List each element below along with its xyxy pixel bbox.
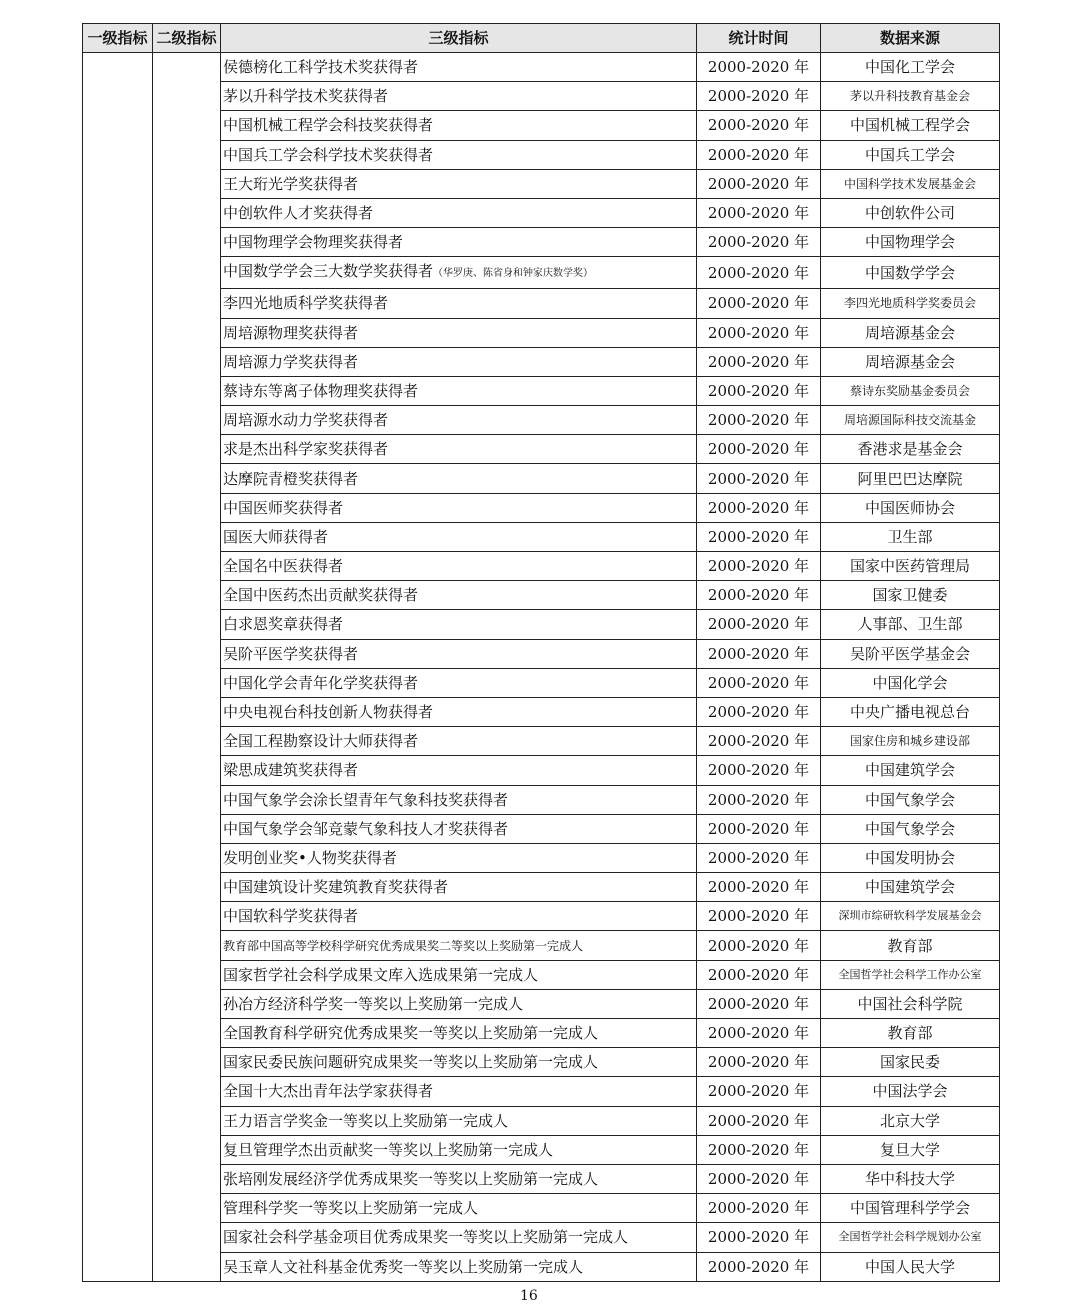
- indicator-cell: [221, 843, 697, 872]
- table-row: [83, 464, 1000, 493]
- indicator-cell: [221, 140, 697, 169]
- source-cell: 茅以升科技教育基金会: [821, 82, 1000, 111]
- period-cell: 2000-2020 年: [697, 581, 821, 610]
- table-row: [83, 1252, 1000, 1281]
- indicator-cell: [221, 785, 697, 814]
- table-row: [83, 1106, 1000, 1135]
- table-row: [83, 785, 1000, 814]
- indicator-cell: [221, 727, 697, 756]
- table-row: [83, 668, 1000, 697]
- header-level2: 二级指标: [153, 24, 221, 53]
- indicator-cell: [221, 228, 697, 257]
- period-cell: 2000-2020 年: [697, 1106, 821, 1135]
- source-cell: 中国社会科学院: [821, 989, 1000, 1018]
- period-cell: 2000-2020 年: [697, 1223, 821, 1252]
- source-cell: 中创软件公司: [821, 198, 1000, 227]
- source-cell: 北京大学: [821, 1106, 1000, 1135]
- period-cell: 2000-2020 年: [697, 1164, 821, 1193]
- source-cell: 全国哲学社会科学规划办公室: [821, 1223, 1000, 1252]
- indicator-cell: [221, 1135, 697, 1164]
- indicator-cell: [221, 464, 697, 493]
- table-row: [83, 82, 1000, 111]
- indicator-cell: [221, 960, 697, 989]
- indicator-cell: [221, 111, 697, 140]
- source-cell: 中国物理学会: [821, 228, 1000, 257]
- indicator-cell: [221, 376, 697, 405]
- indicator-cell: [221, 1252, 697, 1281]
- period-cell: 2000-2020 年: [697, 552, 821, 581]
- indicator-cell: [221, 610, 697, 639]
- table-row: [83, 376, 1000, 405]
- table-row: [83, 1019, 1000, 1048]
- period-cell: 2000-2020 年: [697, 347, 821, 376]
- indicator-text: 王力语言学奖金一等奖以上奖励第一完成人: [223, 1111, 509, 1130]
- indicator-cell: [221, 318, 697, 347]
- indicator-text: 白求恩奖章获得者: [223, 615, 344, 634]
- indicator-text: 国家民委民族问题研究成果奖一等奖以上奖励第一完成人: [223, 1053, 599, 1072]
- table-row: [83, 1135, 1000, 1164]
- source-cell: 华中科技大学: [821, 1164, 1000, 1193]
- period-cell: 2000-2020 年: [697, 1252, 821, 1281]
- indicator-cell: [221, 756, 697, 785]
- period-cell: 2000-2020 年: [697, 228, 821, 257]
- indicator-text: 全国教育科学研究优秀成果奖一等奖以上奖励第一完成人: [223, 1024, 599, 1043]
- indicator-text: 全国中医药杰出贡献奖获得者: [223, 586, 419, 605]
- table-header-row: [83, 24, 1000, 53]
- period-cell: 2000-2020 年: [697, 756, 821, 785]
- period-cell: 2000-2020 年: [697, 435, 821, 464]
- indicator-cell: [221, 1077, 697, 1106]
- source-cell: 中国化工学会: [821, 53, 1000, 82]
- indicator-text: 吴阶平医学奖获得者: [223, 644, 359, 663]
- period-cell: 2000-2020 年: [697, 989, 821, 1018]
- table-row: [83, 53, 1000, 82]
- indicator-text: 梁思成建筑奖获得者: [223, 761, 359, 780]
- source-cell: 人事部、卫生部: [821, 610, 1000, 639]
- indicator-text: 中国兵工学会科学技术奖获得者: [223, 145, 434, 164]
- source-cell: 周培源基金会: [821, 347, 1000, 376]
- indicator-text: 中国化学会青年化学奖获得者: [223, 673, 419, 692]
- period-cell: 2000-2020 年: [697, 727, 821, 756]
- indicator-text: 中国机械工程学会科技奖获得者: [223, 116, 434, 135]
- indicator-text: 吴玉章人文社科基金优秀奖一等奖以上奖励第一完成人: [223, 1257, 584, 1276]
- period-cell: 2000-2020 年: [697, 522, 821, 551]
- indicator-text: 达摩院青橙奖获得者: [223, 469, 359, 488]
- indicator-cell: [221, 931, 697, 960]
- table-row: [83, 1164, 1000, 1193]
- source-cell: 李四光地质科学奖委员会: [821, 289, 1000, 318]
- source-cell: 周培源国际科技交流基金: [821, 406, 1000, 435]
- indicator-cell: [221, 347, 697, 376]
- source-cell: 深圳市综研软科学发展基金会: [821, 902, 1000, 931]
- header-source: 数据来源: [821, 24, 1000, 53]
- source-cell: 阿里巴巴达摩院: [821, 464, 1000, 493]
- period-cell: 2000-2020 年: [697, 140, 821, 169]
- table-row: [83, 843, 1000, 872]
- source-cell: 中国气象学会: [821, 785, 1000, 814]
- table-row: [83, 257, 1000, 289]
- period-cell: 2000-2020 年: [697, 697, 821, 726]
- indicator-text: 孙冶方经济科学奖一等奖以上奖励第一完成人: [223, 994, 524, 1013]
- indicator-text: 张培刚发展经济学优秀成果奖一等奖以上奖励第一完成人: [223, 1170, 599, 1189]
- indicator-cell: [221, 522, 697, 551]
- table-row: [83, 610, 1000, 639]
- table-row: [83, 581, 1000, 610]
- indicator-cell: [221, 873, 697, 902]
- indicator-text: 中国数学学会三大数学奖获得者: [223, 262, 434, 281]
- indicator-text: 全国名中医获得者: [223, 557, 344, 576]
- period-cell: 2000-2020 年: [697, 111, 821, 140]
- source-cell: 中央广播电视总台: [821, 697, 1000, 726]
- indicator-cell: [221, 257, 697, 289]
- indicator-text: 中国建筑设计奖建筑教育奖获得者: [223, 878, 449, 897]
- period-cell: 2000-2020 年: [697, 1019, 821, 1048]
- period-cell: 2000-2020 年: [697, 610, 821, 639]
- period-cell: 2000-2020 年: [697, 873, 821, 902]
- indicator-text: 国家社会科学基金项目优秀成果奖一等奖以上奖励第一完成人: [223, 1228, 629, 1247]
- source-cell: 周培源基金会: [821, 318, 1000, 347]
- source-cell: 中国人民大学: [821, 1252, 1000, 1281]
- table-row: [83, 406, 1000, 435]
- indicator-cell: [221, 289, 697, 318]
- indicator-cell: [221, 82, 697, 111]
- table-row: [83, 639, 1000, 668]
- period-cell: 2000-2020 年: [697, 318, 821, 347]
- header-level1: 一级指标: [83, 24, 153, 53]
- source-cell: 中国医师协会: [821, 493, 1000, 522]
- period-cell: 2000-2020 年: [697, 668, 821, 697]
- source-cell: 中国建筑学会: [821, 756, 1000, 785]
- source-cell: 国家住房和城乡建设部: [821, 727, 1000, 756]
- source-cell: 中国科学技术发展基金会: [821, 169, 1000, 198]
- indicator-text: 中国软科学奖获得者: [223, 907, 359, 926]
- indicator-table: [82, 23, 1000, 1282]
- period-cell: 2000-2020 年: [697, 814, 821, 843]
- indicator-text: 求是杰出科学家奖获得者: [223, 440, 389, 459]
- level2-cell: [153, 53, 221, 1282]
- period-cell: 2000-2020 年: [697, 169, 821, 198]
- table-row: [83, 169, 1000, 198]
- table-row: [83, 552, 1000, 581]
- table-row: [83, 198, 1000, 227]
- source-cell: 中国化学会: [821, 668, 1000, 697]
- indicator-text: 中国物理学会物理奖获得者: [223, 233, 404, 252]
- header-period: 统计时间: [697, 24, 821, 53]
- period-cell: 2000-2020 年: [697, 257, 821, 289]
- indicator-cell: [221, 552, 697, 581]
- table-row: [83, 228, 1000, 257]
- header-level3: 三级指标: [221, 24, 697, 53]
- table-row: [83, 756, 1000, 785]
- period-cell: 2000-2020 年: [697, 902, 821, 931]
- period-cell: 2000-2020 年: [697, 53, 821, 82]
- table-row: [83, 1048, 1000, 1077]
- table-row: [83, 902, 1000, 931]
- source-cell: 全国哲学社会科学工作办公室: [821, 960, 1000, 989]
- table-row: [83, 1223, 1000, 1252]
- indicator-text: 李四光地质科学奖获得者: [223, 294, 389, 313]
- page-number: 16: [520, 1288, 538, 1304]
- indicator-cell: [221, 902, 697, 931]
- period-cell: 2000-2020 年: [697, 82, 821, 111]
- indicator-cell: [221, 169, 697, 198]
- indicator-cell: [221, 1019, 697, 1048]
- source-cell: 中国管理科学学会: [821, 1194, 1000, 1223]
- period-cell: 2000-2020 年: [697, 639, 821, 668]
- indicator-table-container: [82, 23, 999, 1282]
- period-cell: 2000-2020 年: [697, 376, 821, 405]
- indicator-cell: [221, 1223, 697, 1252]
- source-cell: 中国数学学会: [821, 257, 1000, 289]
- period-cell: 2000-2020 年: [697, 1048, 821, 1077]
- source-cell: 国家中医药管理局: [821, 552, 1000, 581]
- indicator-text: 发明创业奖•人物奖获得者: [223, 848, 397, 867]
- indicator-text: 全国工程勘察设计大师获得者: [223, 732, 419, 751]
- period-cell: 2000-2020 年: [697, 931, 821, 960]
- source-cell: 中国兵工学会: [821, 140, 1000, 169]
- indicator-cell: [221, 53, 697, 82]
- indicator-text: 复旦管理学杰出贡献奖一等奖以上奖励第一完成人: [223, 1140, 554, 1159]
- indicator-text: 中国气象学会邹竞蒙气象科技人才奖获得者: [223, 819, 509, 838]
- table-row: [83, 727, 1000, 756]
- indicator-text: 茅以升科学技术奖获得者: [223, 87, 389, 106]
- indicator-cell: [221, 697, 697, 726]
- source-cell: 中国法学会: [821, 1077, 1000, 1106]
- indicator-text: 全国十大杰出青年法学家获得者: [223, 1082, 434, 1101]
- period-cell: 2000-2020 年: [697, 843, 821, 872]
- indicator-cell: [221, 1194, 697, 1223]
- indicator-text: 中国医师奖获得者: [223, 498, 344, 517]
- indicator-text: 侯德榜化工科学技术奖获得者: [223, 58, 419, 77]
- period-cell: 2000-2020 年: [697, 493, 821, 522]
- source-cell: 国家民委: [821, 1048, 1000, 1077]
- indicator-text: 周培源水动力学奖获得者: [223, 411, 389, 430]
- indicator-text: 周培源物理奖获得者: [223, 323, 359, 342]
- table-row: [83, 989, 1000, 1018]
- period-cell: 2000-2020 年: [697, 406, 821, 435]
- level1-cell: [83, 53, 153, 1282]
- source-cell: 中国发明协会: [821, 843, 1000, 872]
- table-row: [83, 347, 1000, 376]
- source-cell: 中国建筑学会: [821, 873, 1000, 902]
- indicator-text: 教育部中国高等学校科学研究优秀成果奖二等奖以上奖励第一完成人: [223, 938, 584, 953]
- table-row: [83, 140, 1000, 169]
- source-cell: 蔡诗东奖励基金委员会: [821, 376, 1000, 405]
- indicator-text: 国医大师获得者: [223, 527, 329, 546]
- source-cell: 香港求是基金会: [821, 435, 1000, 464]
- indicator-cell: [221, 406, 697, 435]
- table-row: [83, 493, 1000, 522]
- source-cell: 吴阶平医学基金会: [821, 639, 1000, 668]
- period-cell: 2000-2020 年: [697, 1135, 821, 1164]
- indicator-text: 王大珩光学奖获得者: [223, 174, 359, 193]
- period-cell: 2000-2020 年: [697, 198, 821, 227]
- indicator-cell: [221, 493, 697, 522]
- indicator-cell: [221, 639, 697, 668]
- table-row: [83, 289, 1000, 318]
- table-row: [83, 1077, 1000, 1106]
- indicator-cell: [221, 1164, 697, 1193]
- source-cell: 卫生部: [821, 522, 1000, 551]
- source-cell: 中国气象学会: [821, 814, 1000, 843]
- indicator-cell: [221, 1106, 697, 1135]
- table-row: [83, 960, 1000, 989]
- period-cell: 2000-2020 年: [697, 289, 821, 318]
- table-body: [83, 53, 1000, 1282]
- indicator-cell: [221, 989, 697, 1018]
- source-cell: 教育部: [821, 1019, 1000, 1048]
- table-row: [83, 435, 1000, 464]
- indicator-cell: [221, 668, 697, 697]
- indicator-text: 中央电视台科技创新人物获得者: [223, 703, 434, 722]
- table-row: [83, 111, 1000, 140]
- table-row: [83, 873, 1000, 902]
- indicator-text: 管理科学奖一等奖以上奖励第一完成人: [223, 1199, 479, 1218]
- indicator-cell: [221, 435, 697, 464]
- period-cell: 2000-2020 年: [697, 464, 821, 493]
- period-cell: 2000-2020 年: [697, 960, 821, 989]
- indicator-cell: [221, 1048, 697, 1077]
- table-row: [83, 1194, 1000, 1223]
- source-cell: 复旦大学: [821, 1135, 1000, 1164]
- indicator-cell: [221, 581, 697, 610]
- indicator-cell: [221, 814, 697, 843]
- indicator-text: 国家哲学社会科学成果文库入选成果第一完成人: [223, 965, 539, 984]
- table-row: [83, 522, 1000, 551]
- table-row: [83, 697, 1000, 726]
- period-cell: 2000-2020 年: [697, 785, 821, 814]
- source-cell: 中国机械工程学会: [821, 111, 1000, 140]
- indicator-note: （华罗庚、陈省身和钟家庆数学奖）: [433, 268, 594, 280]
- table-row: [83, 318, 1000, 347]
- source-cell: 国家卫健委: [821, 581, 1000, 610]
- source-cell: 教育部: [821, 931, 1000, 960]
- indicator-text: 蔡诗东等离子体物理奖获得者: [223, 381, 419, 400]
- indicator-text: 周培源力学奖获得者: [223, 352, 359, 371]
- table-row: [83, 931, 1000, 960]
- indicator-text: 中创软件人才奖获得者: [223, 204, 374, 223]
- period-cell: 2000-2020 年: [697, 1194, 821, 1223]
- indicator-text: 中国气象学会涂长望青年气象科技奖获得者: [223, 790, 509, 809]
- table-row: [83, 814, 1000, 843]
- indicator-cell: [221, 198, 697, 227]
- period-cell: 2000-2020 年: [697, 1077, 821, 1106]
